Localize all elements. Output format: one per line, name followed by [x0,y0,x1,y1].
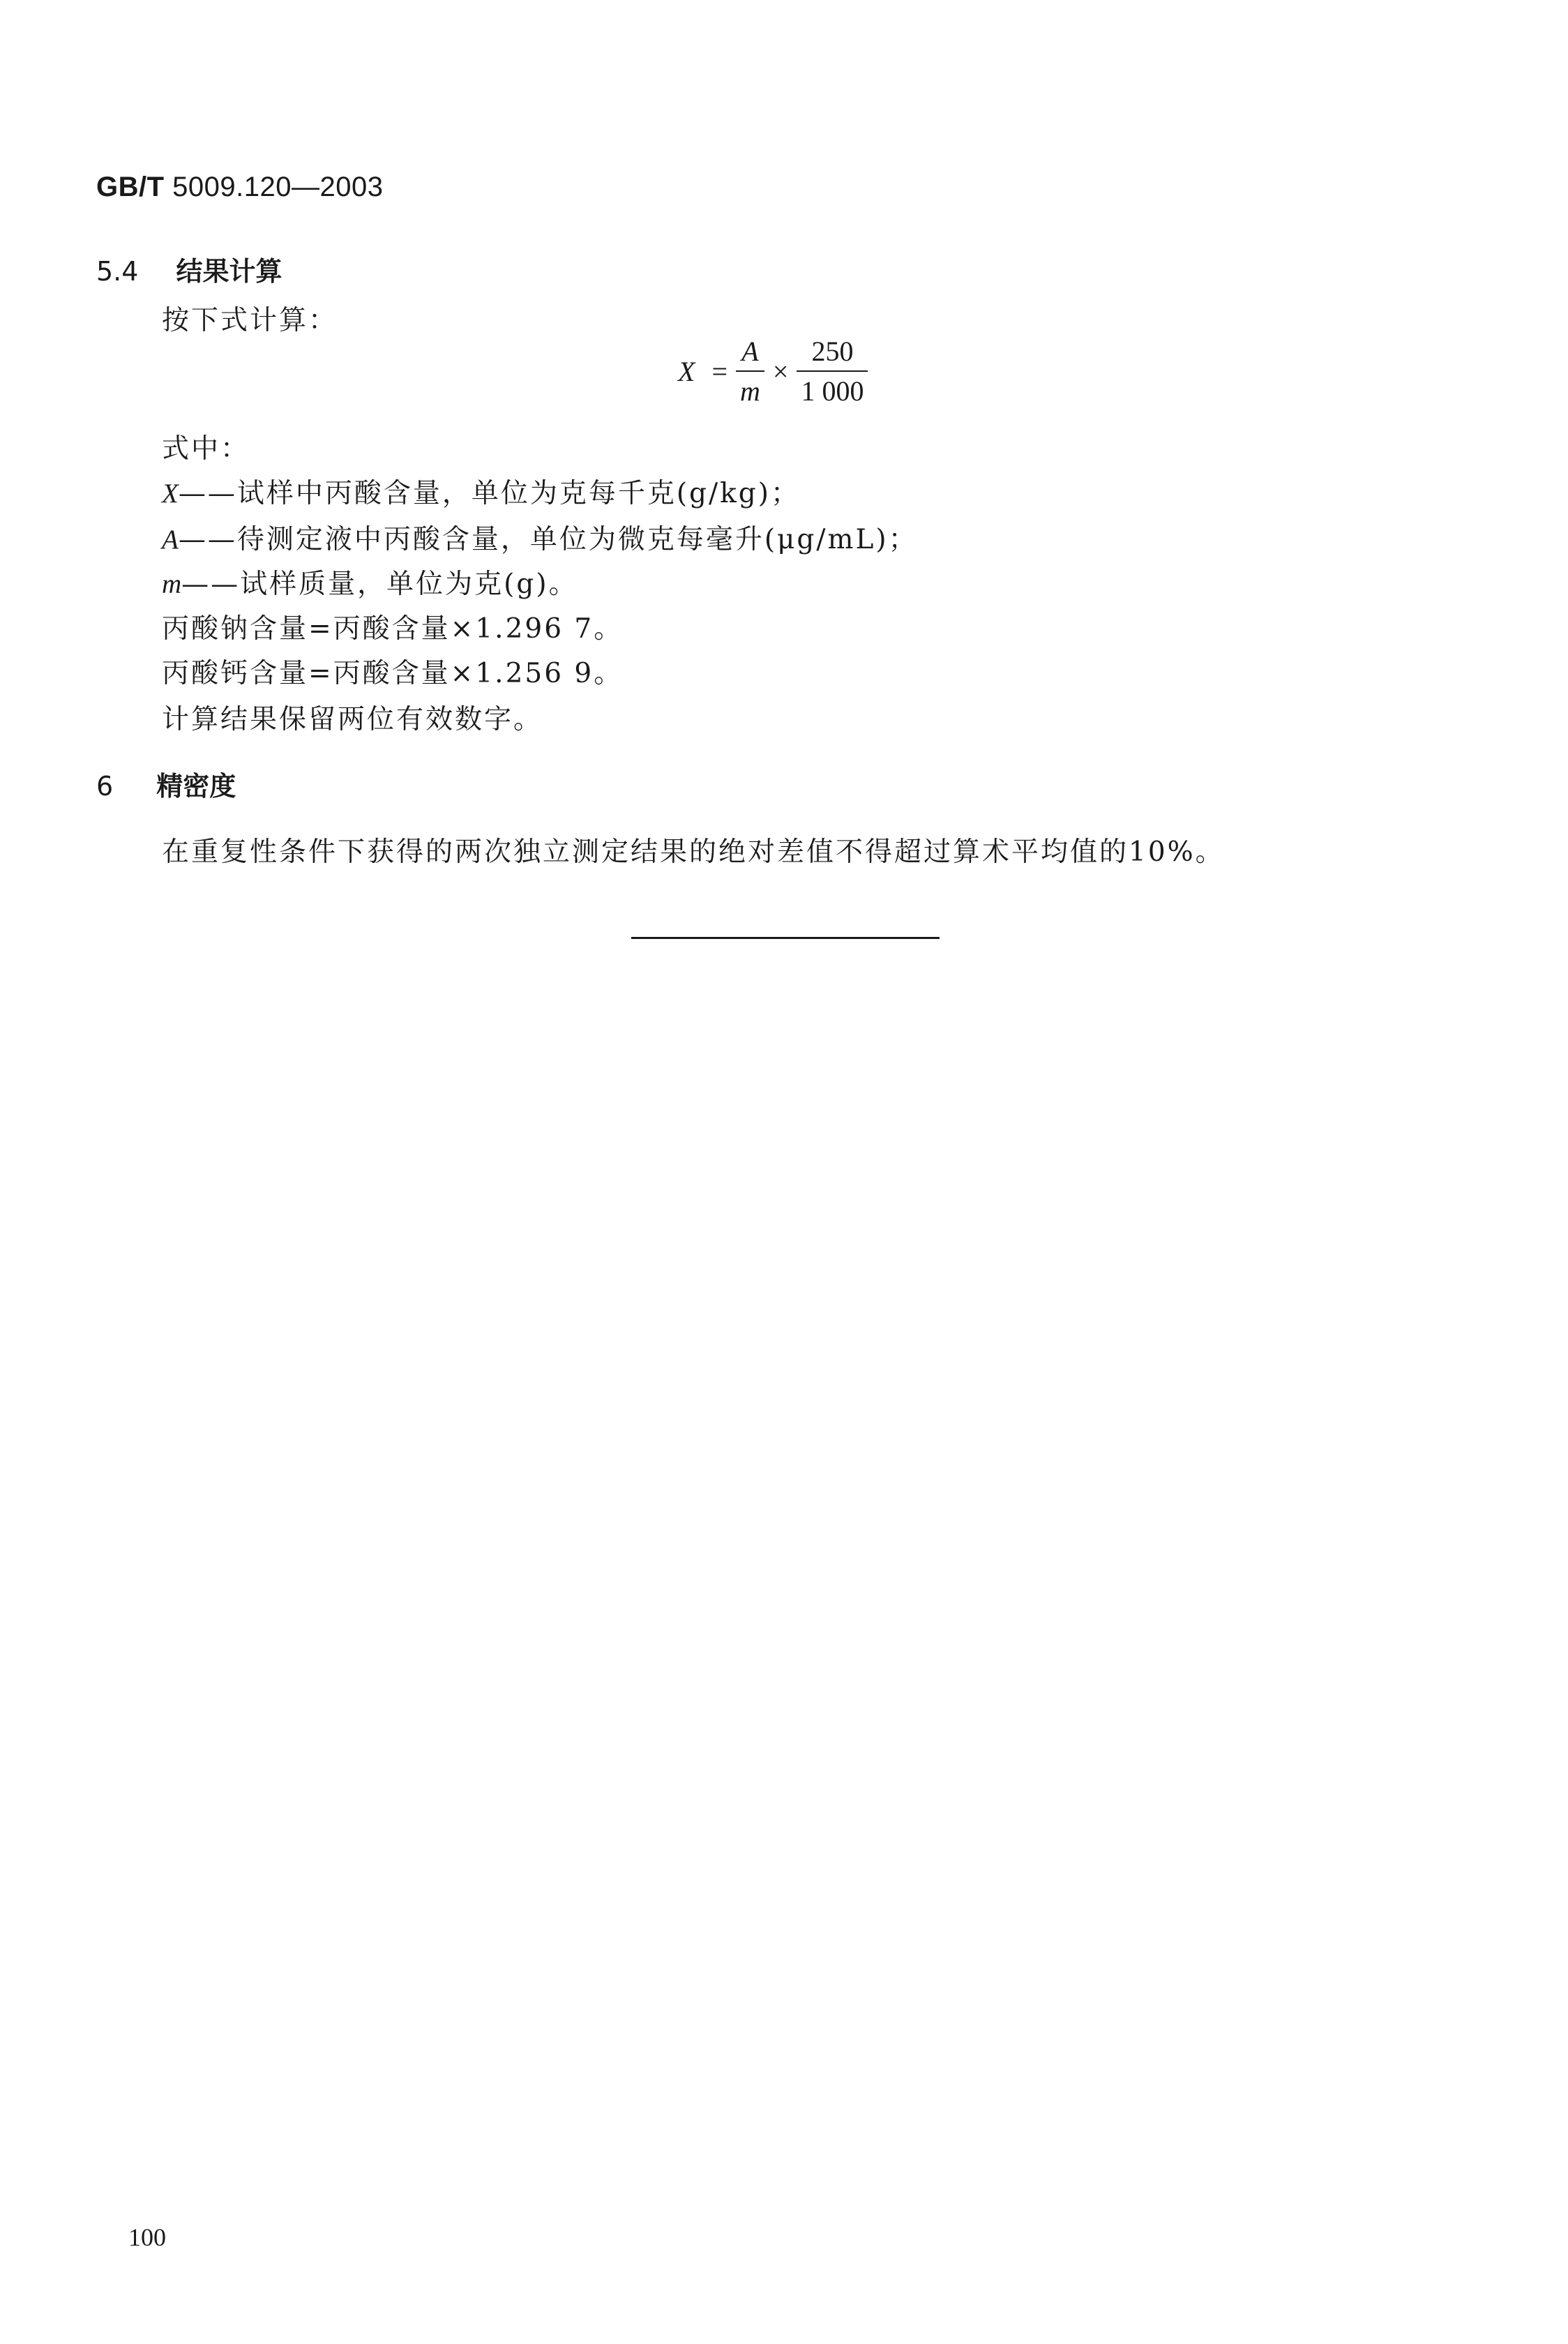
formula-times: × [772,355,789,387]
section-5-4-heading [96,250,282,288]
page-number: 100 [128,2223,166,2251]
section-title: 精密度 [156,771,236,802]
rounding-note: 计算结果保留两位有效数字。 [162,704,543,735]
end-of-document-rule [631,937,940,939]
fraction-numerator: A [736,335,764,372]
fraction-250-over-1000 [797,335,868,407]
definition-symbol: X [162,479,179,509]
fraction-denominator: 1 000 [801,375,864,407]
result-formula [670,335,868,412]
definition-text: ——试样中丙酸含量，单位为克每千克(g/kg)； [178,478,800,509]
calcium-propionate-conversion: 丙酸钙含量=丙酸含量×1.256 9。 [162,658,624,689]
definition-symbol: A [162,525,179,555]
formula-equals: = [711,355,728,387]
sodium-propionate-conversion: 丙酸钠含量=丙酸含量×1.296 7。 [162,613,624,645]
standard-code [96,172,383,203]
formula-intro: 按下式计算： [162,305,338,336]
formula-lhs: X [678,355,695,387]
definition-a [162,518,918,557]
definition-text: ——待测定液中丙酸含量，单位为微克每毫升(μg/mL)； [178,524,918,555]
definition-m [162,562,578,601]
definition-text: ——试样质量，单位为克(g)。 [181,569,578,600]
definition-x [162,472,800,511]
section-number: 5.4 [96,256,139,287]
fraction-a-over-m [736,335,764,407]
fraction-denominator: m [740,375,760,407]
precision-text: 在重复性条件下获得的两次独立测定结果的绝对差值不得超过算术平均值的10%。 [162,836,1225,868]
standard-code-number: 5009.120—2003 [164,172,384,202]
fraction-numerator: 250 [797,335,868,372]
standard-code-prefix: GB/T [96,172,165,202]
section-6-heading [96,765,236,803]
where-label: 式中： [162,433,250,465]
definition-symbol: m [162,569,182,599]
section-number: 6 [96,771,114,802]
section-title: 结果计算 [176,256,282,287]
